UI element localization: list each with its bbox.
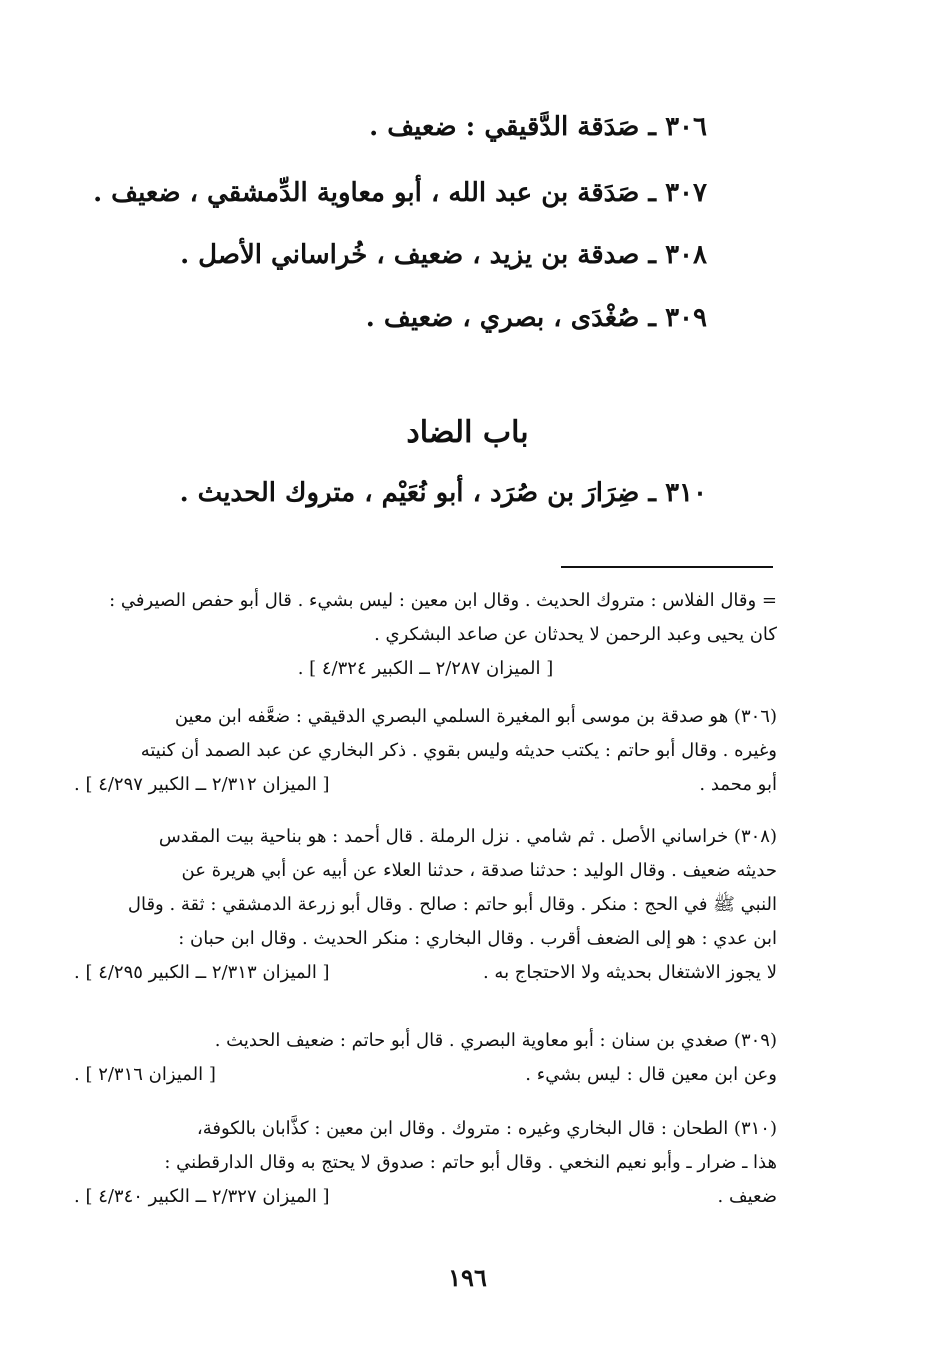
entry-308: ٣٠٨ ـ صدقة بن يزيد ، ضعيف ، خُراساني الأصل . — [180, 240, 707, 270]
footnote-306 — [74, 700, 777, 802]
footnote-310 — [74, 1112, 777, 1214]
footnote-continuation — [74, 584, 777, 686]
footnote-line: (٣٠٩) صغدي بن سنان : أبو معاوية البصري . قال أبو حاتم : ضعيف الحديث . — [214, 1030, 777, 1051]
entry-310: ٣١٠ ـ ضِرَارَ بن صُرَد ، أبو نُعَيْم ، متروك الحديث . — [179, 478, 707, 508]
footnote-reference: [ الميزان ٢/٣١٦ ] . — [74, 1064, 216, 1085]
footnote-line: ابن عدي : هو إلى الضعف أقرب . وقال البخاري : منكر الحديث . وقال ابن حبان : — [178, 928, 777, 949]
footnote-line — [74, 956, 777, 990]
footnote-reference: [ الميزان ٢/٣٢٧ ــ الكبير ٤/٣٤٠ ] . — [74, 1186, 330, 1207]
footnote-text: ضعيف . — [717, 1186, 777, 1207]
entry-309: ٣٠٩ ـ صُغْدَى ، بصري ، ضعيف . — [365, 303, 707, 333]
footnote-separator — [561, 566, 773, 568]
footnote-line: هذا ـ ضرار ـ وأبو نعيم النخعي . وقال أبو حاتم : صدوق لا يحتج به وقال الدارقطني : — [164, 1152, 777, 1173]
footnote-line — [74, 768, 777, 802]
footnote-line: كان يحيى وعبد الرحمن لا يحدثان عن صاعد البشكري . — [374, 624, 777, 645]
footnote-308 — [74, 820, 777, 990]
footnote-line: (٣١٠) الطحان : قال البخاري وغيره : متروك . وقال ابن معين : كذَّابان بالكوفة، — [196, 1118, 777, 1139]
footnote-reference: [ الميزان ٢/٣١٢ ــ الكبير ٤/٢٩٧ ] . — [74, 774, 330, 795]
footnote-line: (٣٠٨) خراساني الأصل . ثم شامي . نزل الرملة . قال أحمد : هو بناحية بيت المقدس — [158, 826, 777, 847]
footnote-309 — [74, 1024, 777, 1092]
footnote-line — [74, 1180, 777, 1214]
footnote-line — [74, 1058, 777, 1092]
footnote-text: وعن ابن معين قال : ليس بشيء . — [525, 1064, 777, 1085]
footnote-line: النبي ﷺ في الحج : منكر . وقال أبو حاتم : صالح . وقال أبو زرعة الدمشقي : ثقة . وقال — [127, 894, 777, 915]
footnote-reference: [ الميزان ٢/٢٨٧ ــ الكبير ٤/٣٢٤ ] . — [297, 658, 554, 679]
entry-306: ٣٠٦ ـ صَدَقة الدَّقيقي : ضعيف . — [369, 112, 707, 142]
footnote-line: (٣٠٦) هو صدقة بن موسى أبو المغيرة السلمي البصري الدقيقي : ضعَّفه ابن معين — [174, 706, 777, 727]
footnote-line: = وقال الفلاس : متروك الحديث . وقال ابن معين : ليس بشيء . قال أبو حفص الصيرفي : — [109, 590, 777, 611]
footnote-text: أبو محمد . — [699, 774, 777, 795]
section-title: باب الضاد — [406, 415, 529, 450]
footnote-reference: [ الميزان ٢/٣١٣ ــ الكبير ٤/٢٩٥ ] . — [74, 962, 330, 983]
entry-307: ٣٠٧ ـ صَدَقة بن عبد الله ، أبو معاوية الدِّمشقي ، ضعيف . — [93, 178, 707, 208]
footnote-line: حديثه ضعيف . وقال الوليد : حدثنا صدقة ، حدثنا العلاء عن أبيه عن أبي هريرة عن — [181, 860, 777, 881]
footnote-line: وغيره . وقال أبو حاتم : يكتب حديثه وليس بقوي . ذكر البخاري عن عبد الصمد أن كنيته — [140, 740, 777, 761]
footnote-text: لا يجوز الاشتغال بحديثه ولا الاحتجاج به . — [482, 962, 777, 983]
page-number: ١٩٦ — [448, 1263, 487, 1292]
